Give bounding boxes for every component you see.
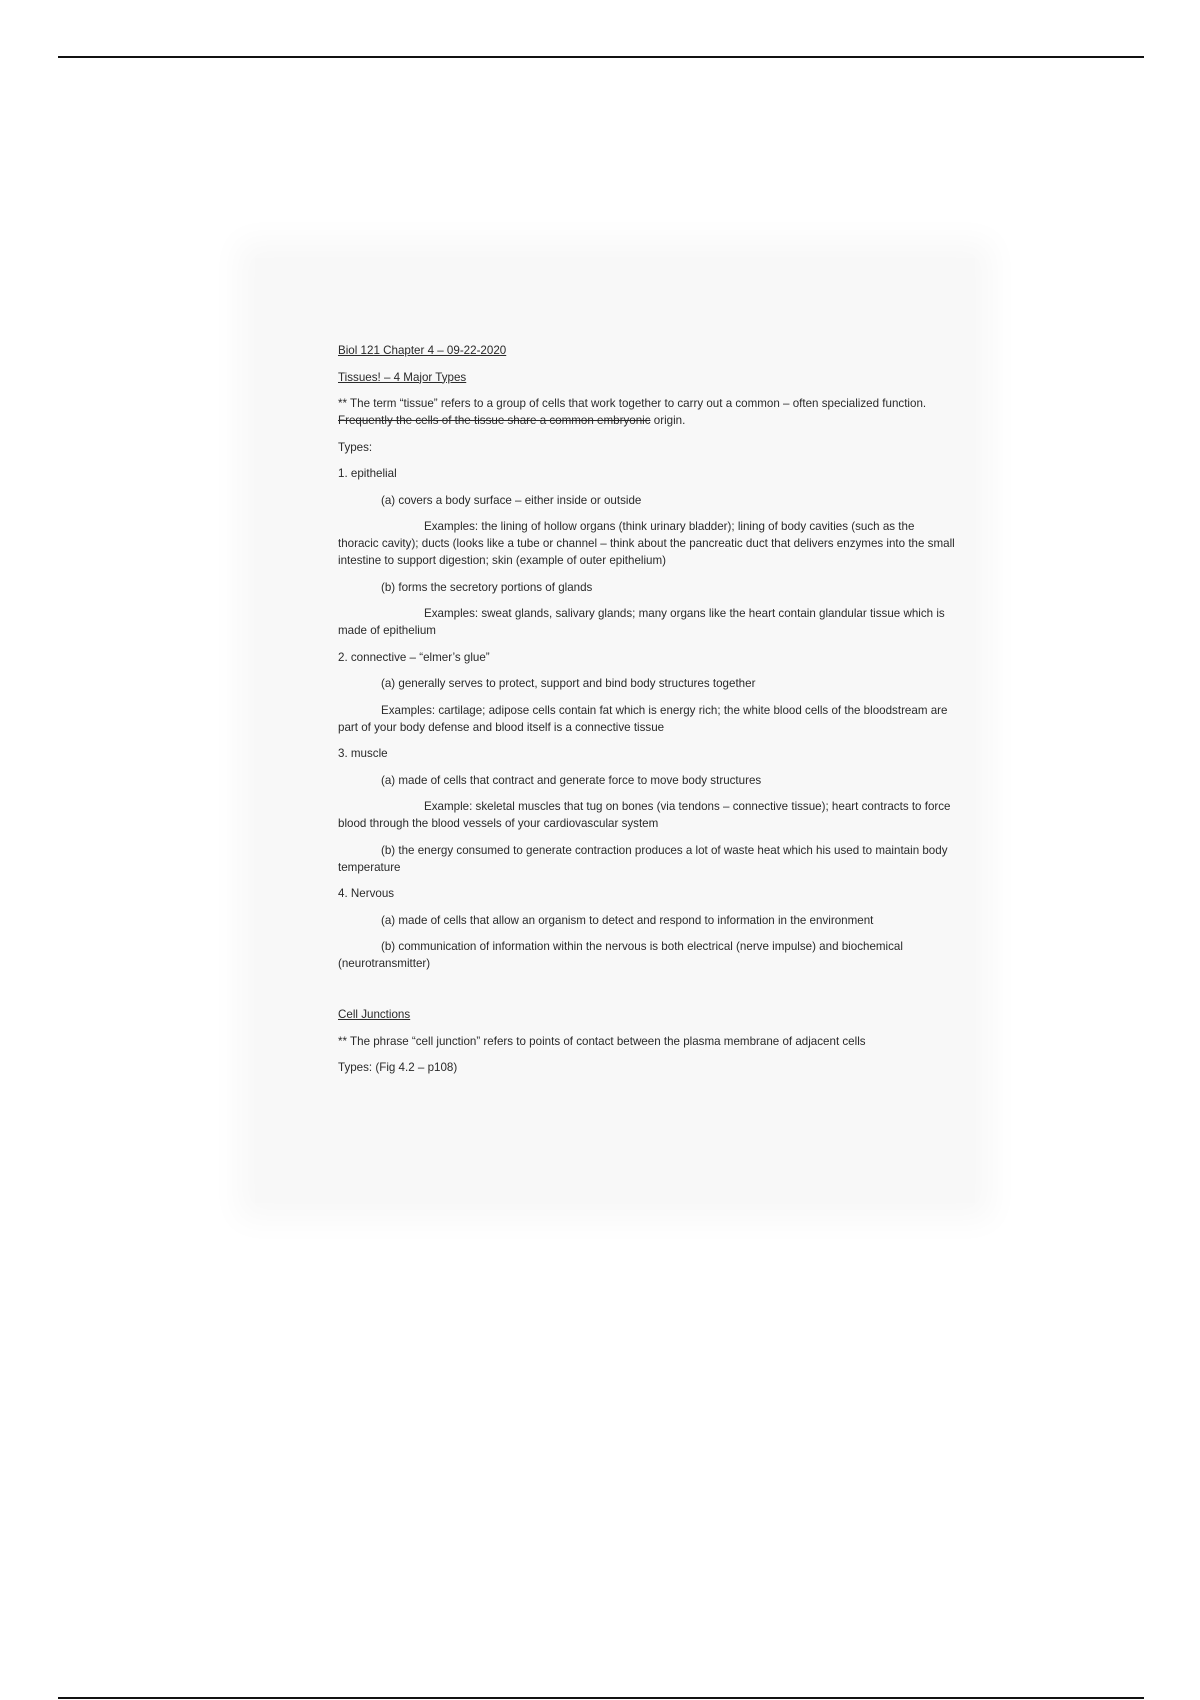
tissue-definition-struck: Frequently the cells of the tissue share a common embryonic xyxy=(338,414,651,427)
nervous-heading: 4. Nervous xyxy=(338,887,395,900)
top-rule xyxy=(58,56,1144,58)
cell-junctions-types: Types: (Fig 4.2 – p108) xyxy=(338,1061,458,1074)
epithelial-b: (b) forms the secretory portions of glands xyxy=(381,580,593,594)
muscle-a: (a) made of cells that contract and generate force to move body structures xyxy=(381,773,762,787)
doc-title: Biol 121 Chapter 4 – 09-22-2020 xyxy=(338,344,507,357)
tissue-definition xyxy=(338,395,958,429)
cell-junctions-definition: ** The phrase “cell junction” refers to points of contact between the plasma membrane of adjacent cells xyxy=(338,1034,866,1048)
types-label: Types: xyxy=(338,440,373,454)
muscle-example: Example: skeletal muscles that tug on bones (via tendons – connective tissue); heart contracts to force blood through the blood vessels of your cardiovascular system xyxy=(338,800,951,830)
connective-heading: 2. connective – “elmer’s glue” xyxy=(338,650,490,664)
epithelial-b-examples: Examples: sweat glands, salivary glands; many organs like the heart contain glandular tissue which is made of epithelium xyxy=(338,607,945,637)
muscle-b: (b) the energy consumed to generate contraction produces a lot of waste heat which his used to maintain body temperature xyxy=(338,843,948,874)
notes-page xyxy=(338,342,958,1086)
connective-a: (a) generally serves to protect, support and bind body structures together xyxy=(381,677,756,690)
cell-junctions-heading: Cell Junctions xyxy=(338,1008,411,1021)
nervous-a: (a) made of cells that allow an organism to detect and respond to information in the environment xyxy=(381,913,874,927)
epithelial-heading: 1. epithelial xyxy=(338,467,397,480)
tissue-definition-text: ** The term “tissue” refers to a group of cells that work together to carry out a common – often specialized function. xyxy=(338,397,927,410)
muscle-heading: 3. muscle xyxy=(338,747,388,760)
tissues-heading: Tissues! – 4 Major Types xyxy=(338,370,467,384)
tissue-definition-end: origin. xyxy=(650,414,686,427)
connective-examples: Examples: cartilage; adipose cells contain fat which is energy rich; the white blood cells of the bloodstream are part of your body defense and blood itself is a connective tissue xyxy=(338,703,948,734)
nervous-b: (b) communication of information within the nervous is both electrical (nerve impulse) and biochemical (neurotransmitter) xyxy=(338,940,903,970)
epithelial-a: (a) covers a body surface – either inside or outside xyxy=(381,493,642,507)
bottom-rule xyxy=(58,1697,1144,1699)
epithelial-a-examples: Examples: the lining of hollow organs (think urinary bladder); lining of body cavities (such as the thoracic cavity); ducts (looks like a tube or channel – think about the pancreatic duct that delivers enzymes into the small intestine to support digestion; skin (example of outer epithelium) xyxy=(338,520,955,567)
